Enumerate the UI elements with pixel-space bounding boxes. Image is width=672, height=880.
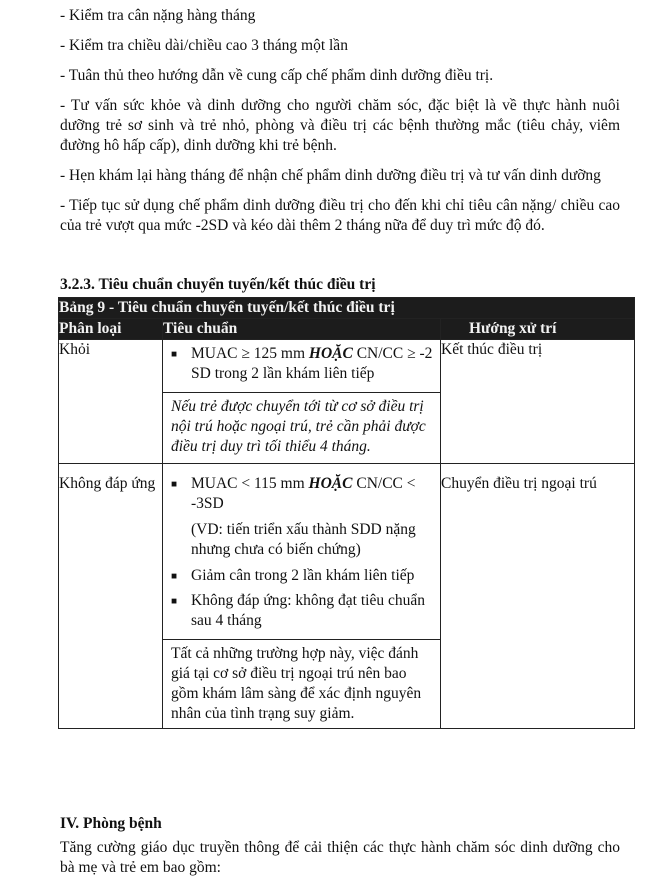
closing-paragraph: Tăng cường giáo dục truyền thông để cải thiện các thực hành chăm sóc dinh dưỡng cho bà mẹ và trẻ em bao gồm: [60,839,620,876]
criteria-note: Tất cả những trường hợp này, việc đánh giá tại cơ sở điều trị ngoại trú nên bao gồm khám lâm sàng để xác định nguyên nhân của tình trạng suy giảm. [171,645,422,722]
section-heading: IV. Phòng bệnh [60,815,162,832]
column-header: Tiêu chuẩn [163,319,441,340]
criterion-item: ■ Không đáp ứng: không đạt tiêu chuẩn sau 4 tháng [171,592,425,629]
bullet-icon: ■ [171,596,178,607]
criterion-item: ■ MUAC < 115 mm HOẶC CN/CC < -3SD [171,475,416,512]
criterion-item: ■ Giảm cân trong 2 lần khám liên tiếp [171,566,434,587]
bullet-icon: ■ [171,479,178,490]
criteria-cell [163,464,441,729]
category-cell: Không đáp ứng [59,464,163,729]
column-header: Phân loại [59,319,163,340]
bullet-icon: ■ [171,571,178,582]
list-item: - Kiểm tra cân nặng hàng tháng [60,7,256,24]
section-heading: 3.2.3. Tiêu chuẩn chuyển tuyến/kết thúc điều trị [60,276,376,293]
bullet-icon: ■ [171,349,178,360]
list-item: - Tư vấn sức khỏe và dinh dưỡng cho người chăm sóc, đặc biệt là về thực hành nuôi dưỡng trẻ sơ sinh và trẻ nhỏ, phòng và điều trị các bệnh thường mắc (tiêu chảy, viêm đường hô hấp cấp), dinh dưỡng khi trẻ bệnh. [60,97,620,154]
table-caption: Bảng 9 - Tiêu chuẩn chuyển tuyến/kết thúc điều trị [59,298,635,319]
action-cell: Kết thúc điều trị [441,340,635,464]
intro-list [60,6,620,246]
column-header: Hướng xử trí [441,319,635,340]
list-item: - Tiếp tục sử dụng chế phẩm dinh dưỡng điều trị cho đến khi chỉ tiêu cân nặng/ chiều cao của trẻ vượt qua mức -2SD và kéo dài thêm 2 tháng nữa để duy trì mức độ đó. [60,197,620,234]
list-item: - Hẹn khám lại hàng tháng để nhận chế phẩm dinh dưỡng điều trị và tư vấn dinh dưỡng [60,167,601,184]
table-row [59,464,635,729]
action-cell: Chuyển điều trị ngoại trú [441,464,635,729]
table-row [59,340,635,464]
criterion-example: (VD: tiến triển xấu thành SDD nặng nhưng chưa có biến chứng) [191,521,416,558]
criteria-table [58,297,635,729]
criterion-item: ■ MUAC ≥ 125 mm HOẶC CN/CC ≥ -2 SD trong 2 lần khám liên tiếp [171,345,433,382]
list-item: - Tuân thủ theo hướng dẫn về cung cấp chế phẩm dinh dưỡng điều trị. [60,67,494,84]
list-item: - Kiểm tra chiều dài/chiều cao 3 tháng một lần [60,37,348,54]
criteria-note: Nếu trẻ được chuyển tới từ cơ sở điều trị nội trú hoặc ngoại trú, trẻ cần phải được điều trị duy trì tối thiểu 4 tháng. [171,398,426,455]
category-cell: Khỏi [59,340,163,464]
criteria-cell [163,340,441,464]
